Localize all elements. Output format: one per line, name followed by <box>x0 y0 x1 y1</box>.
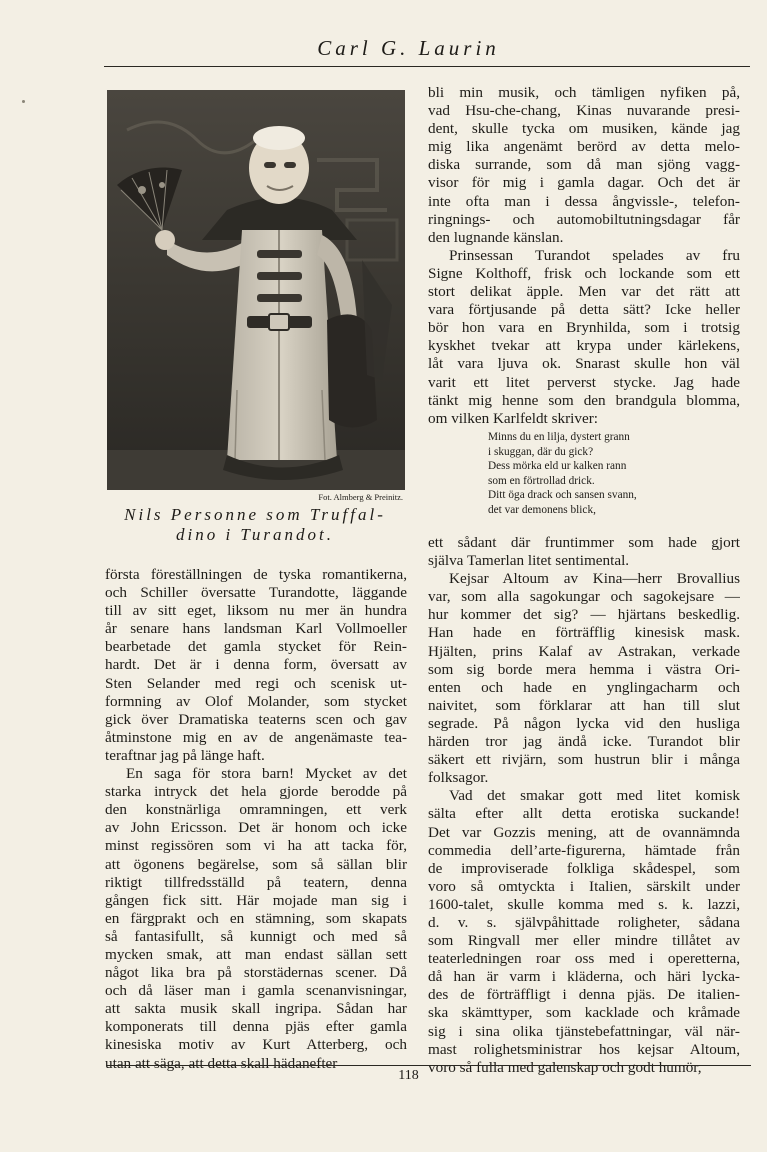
text-line: inte ofta man i dessa ångvissle-, telefon- <box>428 192 740 210</box>
text-line: des de förträffligt i denna pjäs. De italien- <box>428 986 740 1004</box>
text-line: mig lika angenämt berörd av detta melo- <box>428 138 740 156</box>
running-head: Carl G. Laurin <box>317 36 500 60</box>
text-line: Sten Selander med regi och scenisk ut- <box>105 674 407 692</box>
text-line: som sig borde mera hemma i västra Ori- <box>428 660 740 678</box>
text-line: kinesiska motiv av Kurt Atterberg, och <box>105 1036 407 1054</box>
right-column-bottom <box>428 534 740 1077</box>
text-line: av John Ericsson. Det är honom och icke <box>105 819 407 837</box>
text-line: tänkt mig henne som den brandgula blomma, <box>428 391 740 409</box>
text-line: minst regissören som vi ha att tacka för, <box>105 837 407 855</box>
text-line: bör hon vara en Brynhilda, som i trotsig <box>428 319 740 337</box>
text-line: då han är varm i kläderna, och häri lycka- <box>428 968 740 986</box>
text-line: att ögonens begärelse, som så sällan blir <box>105 855 407 873</box>
text-line: sig i sina olika tjänstebefattningar, väl när- <box>428 1022 740 1040</box>
text-line: Prinsessan Turandot spelades av fru <box>449 246 740 264</box>
text-line: själva Tamerlan litet sentimental. <box>428 552 630 570</box>
photo-credit: Fot. Almberg & Preinitz. <box>318 492 403 502</box>
text-line: hur kommer det sig? — hjärtans beskedlig. <box>428 606 740 624</box>
text-line: kyskhet tvekar att krypa under kärlekens, <box>428 337 740 355</box>
text-line: som Ringvall mer eller mindre tillåtet av <box>428 932 740 950</box>
text-line: att sakta musik skall ingripa. Sådan har <box>105 1000 407 1018</box>
text-line: bli min musik, och tämligen nyfiken på, <box>428 84 740 101</box>
text-line: riktigt tillfredsställd på teatern, denna <box>105 873 407 891</box>
text-line: stort delikat äpple. Men var det rätt att <box>428 283 740 301</box>
poem-line: som en förtrollad drick. <box>488 474 595 487</box>
text-line: om vilken Karlfeldt skriver: <box>428 409 598 427</box>
text-line: något lika bra på storstädernas scener. Då <box>105 964 407 982</box>
text-line: varit ett litet perverst stycke. Jag hade <box>428 373 740 391</box>
poem-line: i skuggan, där du gick? <box>488 445 594 458</box>
portrait-photo <box>107 90 405 490</box>
poem-line: Ditt öga drack och sansen svann, <box>488 489 637 502</box>
text-line: år senare hans landsman Karl Vollmoeller <box>105 620 407 638</box>
text-line: voro så omtyckta i Italien, särskilt under <box>428 877 740 895</box>
text-line: naivitet, som förklarar att han till slut <box>428 696 740 714</box>
text-line: vara förtjusande på detta sätt? Icke heller <box>428 301 740 319</box>
text-line: första föreställningen de tyska romantikerna, <box>105 566 407 583</box>
text-line: diska surrande, som då man sjöng vagg- <box>428 156 740 174</box>
text-line: den konstnärliga omramningen, ett verk <box>105 801 407 819</box>
text-line: vad Hsu-che-chang, Kinas nuvarande presi- <box>428 102 740 120</box>
text-line: åtminstone mig en av de angenämaste tea- <box>105 728 407 746</box>
page-number: 118 <box>398 1068 419 1083</box>
text-line: Hjälten, prins Kalaf av Astrakan, verkade <box>428 642 740 660</box>
text-line: Han hade en förträfflig kinesisk mask. <box>428 624 740 642</box>
text-line: de improviserade folkliga skådespel, som <box>428 859 740 877</box>
text-line: en färgprakt och en stämning, som skapats <box>105 909 407 927</box>
text-line: mast rolighetsministrar hos kejsar Altoum, <box>428 1040 740 1058</box>
text-line: säkert ett rivjärn, som hustrun blir i många <box>428 751 740 769</box>
text-line: ringnings- och automobiltutningsdagar får <box>428 210 740 228</box>
poem-line: det var demonens blick, <box>488 503 596 516</box>
photo-illustration <box>107 90 405 490</box>
text-line: segrade. På någon lycka vid den husliga <box>428 714 740 732</box>
left-column <box>105 566 407 1073</box>
text-line: teaterledningen roar oss med i operetterna, <box>428 950 740 968</box>
text-line: ett sådant där fruntimmer som hade gjort <box>428 534 740 551</box>
text-line: var, som alla sagokungar och sagokejsare — <box>428 588 740 606</box>
right-column-top <box>428 84 740 428</box>
text-line: till av sitt eget, liksom nu mer än hundra <box>105 602 407 620</box>
text-line: 1600-talet, skulle komma med s. k. lazzi, <box>428 895 740 913</box>
caption-line: dino i Turandot. <box>175 525 335 544</box>
text-line: den lugnande känslan. <box>428 228 564 246</box>
text-line: mycken smak, att man endast sällan sett <box>105 945 407 963</box>
text-line: komponerats till denna pjäs efter gamla <box>105 1018 407 1036</box>
text-line: och då läser man i gamla scenanvisningar, <box>105 982 407 1000</box>
caption-line: Nils Personne som Truffal- <box>124 505 386 524</box>
text-line: starka intryck det hela gjorde berodde på <box>105 783 407 801</box>
text-line: teraftnar jag på länge haft. <box>105 746 265 764</box>
poem-quote <box>488 430 738 518</box>
text-line: och Schiller översatte Turandotte, läggande <box>105 584 407 602</box>
text-line: visor för mig i gamla dagar. Och det är <box>428 174 740 192</box>
text-line: låt vara ljuva ok. Snarast skulle hon väl <box>428 355 740 373</box>
text-line: Signe Kolthoff, frisk och lockande som ett <box>428 264 740 282</box>
figure-caption <box>100 505 410 545</box>
footer-rule <box>106 1065 751 1066</box>
text-line: ska skämttyper, som kacklade och kråmade <box>428 1004 740 1022</box>
text-line: härden tror jag ändå icke. Turandot blir <box>428 733 740 751</box>
text-line: formning av Olof Molander, som stycket <box>105 692 407 710</box>
text-line: En saga för stora barn! Mycket av det <box>126 765 407 783</box>
text-line: bearbetade det gamla stycket för Rein- <box>105 638 407 656</box>
text-line: gången fick sitt. Här mojade man sig i <box>105 891 407 909</box>
text-line: utan att säga, att detta skall hädanefter <box>105 1054 338 1072</box>
text-line: Det var Gozzis mening, att de ovannämnda <box>428 823 740 841</box>
text-line: dent, skulle tycka om musiken, kände jag <box>428 120 740 138</box>
text-line: folksagor. <box>428 769 489 787</box>
text-line: d. v. s. självpåhittade roligheter, sådana <box>428 913 740 931</box>
poem-line: Dess mörka eld ur kalken rann <box>488 460 627 473</box>
text-line: commedia dell’arte-figurerna, hämtade från <box>428 841 740 859</box>
margin-speck <box>22 100 25 103</box>
text-line: gick över Dramatiska teaterns scen och gav <box>105 710 407 728</box>
text-line: hardt. Det är i denna form, översatt av <box>105 656 407 674</box>
text-line: enten och hade en ynglingacharm och <box>428 678 740 696</box>
poem-line: Minns du en lilja, dystert grann <box>488 431 630 443</box>
text-line: Vad det smakar gott med litet komisk <box>449 787 740 805</box>
text-line: voro så fulla med galenskap och godt humör, <box>428 1058 702 1076</box>
text-line: Kejsar Altoum av Kina—herr Brovallius <box>449 570 740 588</box>
header-rule <box>104 66 750 67</box>
text-line: sälta efter allt detta erotiska suckande! <box>428 805 740 823</box>
text-line: så fantasifullt, så kunnigt och med så <box>105 927 407 945</box>
